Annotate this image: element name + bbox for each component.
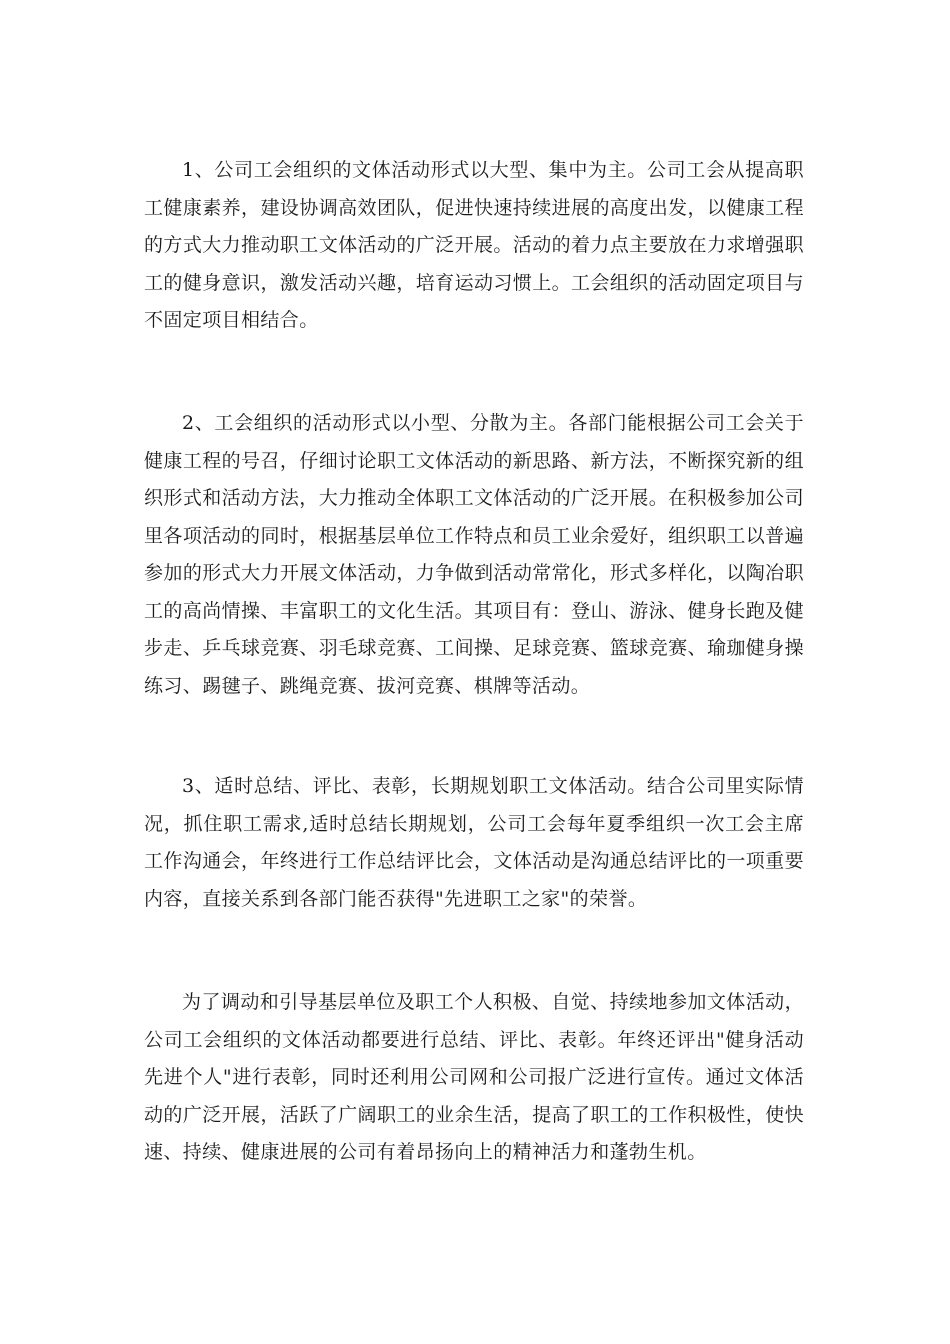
paragraph-1-large-scale-activities: 1、公司工会组织的文体活动形式以大型、集中为主。公司工会从提高职工健康素养，建设协调高效团队，促进快速持续进展的高度出发，以健康工程的方式大力推动职工文体活动的广泛开展。活动的着力点主要放在力求增强职工的健身意识，激发活动兴趣，培育运动习惯上。工会组织的活动固定项目与不固定项目相结合。 <box>144 159 804 331</box>
paragraph-2-small-scale-activities: 2、工会组织的活动形式以小型、分散为主。各部门能根据公司工会关于健康工程的号召，仔细讨论职工文体活动的新思路、新方法，不断探究新的组织形式和活动方法，大力推动全体职工文体活动的广泛开展。在积极参加公司里各项活动的同时，根据基层单位工作特点和员工业余爱好，组织职工以普遍参加的形式大力开展文体活动，力争做到活动常常化，形式多样化，以陶冶职工的高尚情操、丰富职工的文化生活。其项目有：登山、游泳、健身长跑及健步走、乒乓球竞赛、羽毛球竞赛、工间操、足球竞赛、篮球竞赛、瑜珈健身操练习、踢毽子、跳绳竞赛、拔河竞赛、棋牌等活动。 <box>144 412 804 697</box>
paragraph-3-summary-and-planning: 3、适时总结、评比、表彰，长期规划职工文体活动。结合公司里实际情况，抓住职工需求,适时总结长期规划，公司工会每年夏季组织一次工会主席工作沟通会，年终进行工作总结评比会，文体活动是沟通总结评比的一项重要内容，直接关系到各部门能否获得"先进职工之家"的荣誉。 <box>144 775 804 910</box>
paragraph-4-commendation: 为了调动和引导基层单位及职工个人积极、自觉、持续地参加文体活动，公司工会组织的文体活动都要进行总结、评比、表彰。年终还评出"健身活动先进个人"进行表彰，同时还利用公司网和公司报广泛进行宣传。通过文体活动的广泛开展，活跃了广阔职工的业余生活，提高了职工的工作积极性，使快速、持续、健康进展的公司有着昂扬向上的精神活力和蓬勃生机。 <box>144 991 804 1163</box>
